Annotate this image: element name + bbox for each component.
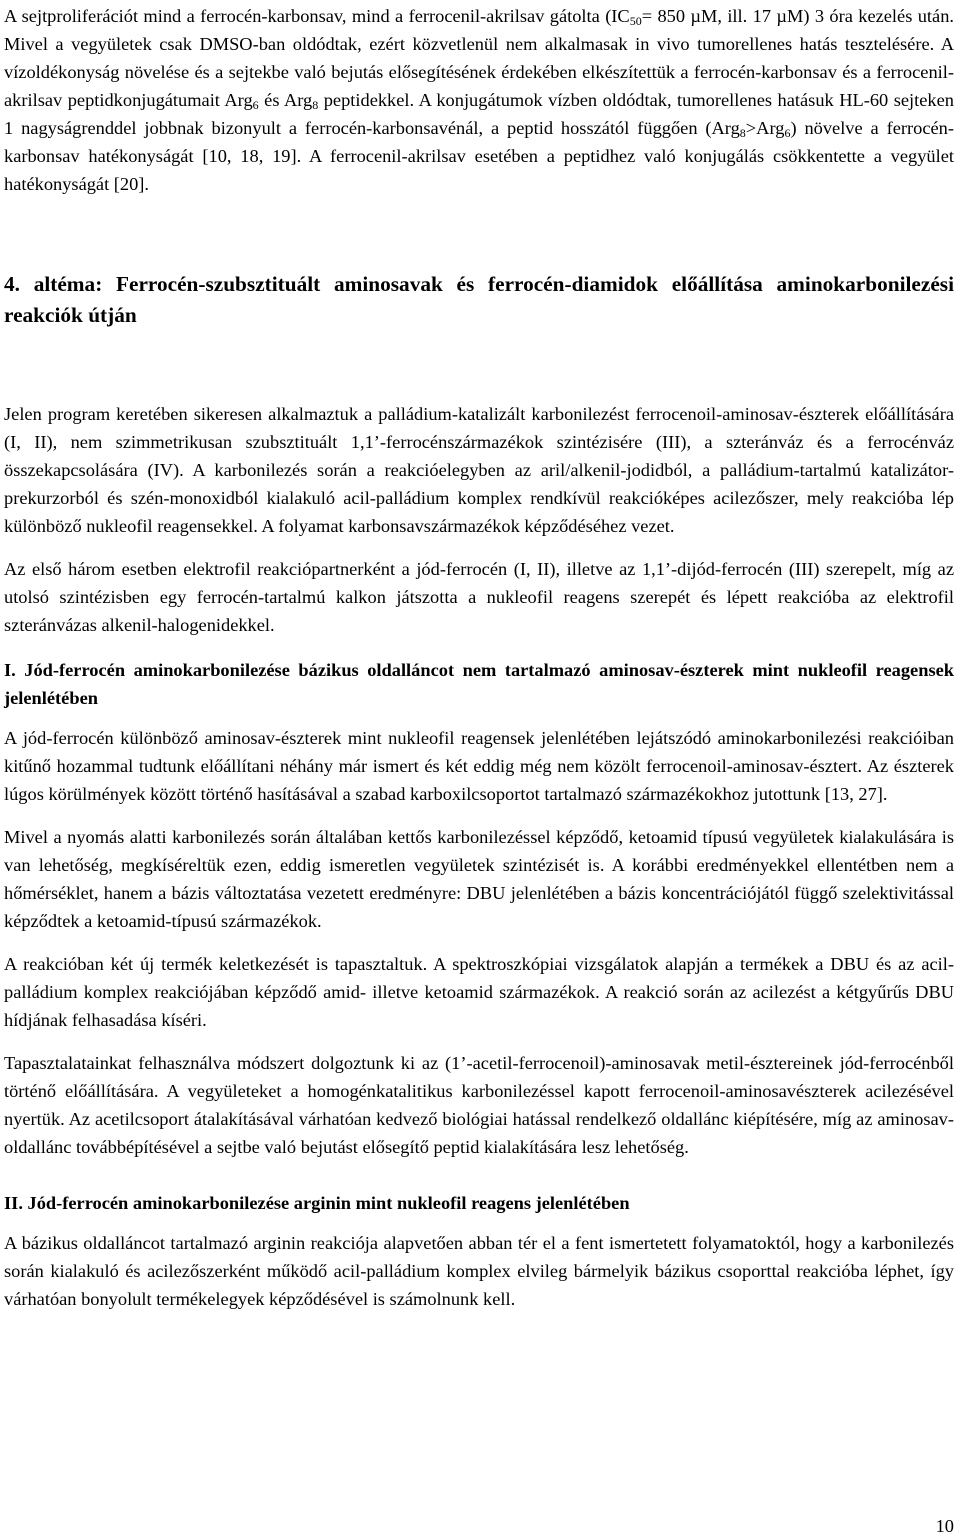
paragraph-electrophile-partners: Az első három esetben elektrofil reakciópartnerként a jód-ferrocén (I, II), illetve az 1,1’-dijód-ferrocén (III) szerepelt, míg az utolsó szintézisben egy ferrocén-tartalmú kalkon játszotta a nukleofil reagens szerepét és lépett reakcióba az elektrofil szteránvázas alkenil-halogenidekkel.	[4, 559, 954, 635]
text-run: ) növelve a ferrocén-karbonsav hatékonyságát [10, 18, 19]. A ferrocenil-akrilsav esetében a peptidhez való konjugálás csökkentette a vegyület hatékonyságát [20].	[4, 118, 954, 194]
text-run: A sejtproliferációt mind a ferrocén-karbonsav, mind a ferrocenil-akrilsav gátolta (IC	[4, 6, 630, 26]
subscript: 50	[629, 14, 642, 28]
paragraph-new-products: A reakcióban két új termék keletkezését is tapasztaltuk. A spektroszkópiai vizsgálatok alapján a termékek a DBU és az acil-palládium komplex reakciójában képződő amid- illetve ketoamid származékok. A reakció során az acilezést a kétgyűrűs DBU hídjának felhasadása kíséri.	[4, 954, 954, 1030]
subscript: 8	[739, 126, 746, 140]
text-run: >Arg	[745, 118, 785, 138]
paragraph-arginine-reaction: A bázikus oldalláncot tartalmazó arginin reakciója alapvetően abban tér el a fent ismertetett folyamatoktól, hogy a karbonilezés során kialakuló és acilezőszerként működő acil-palládium komplex elvileg bármelyik bázikus csoporttal reakcióba léphet, így várhatóan bonyolult termékelegyek képződésével is számolnunk kell.	[4, 1233, 954, 1309]
paragraph-iodoferrocene-aminocarbonylation: A jód-ferrocén különböző aminosav-észterek mint nukleofil reagensek jelenlétében lejátszódó aminokarbonilezési reakcióiban kitűnő hozammal tudtunk előállítani néhány már ismert és két eddig még nem közölt ferrocenoil-aminosav-észtert. Az észterek lúgos körülmények között történő hasításával a szabad karboxilcsoportot tartalmazó származékokhoz jutottunk [13, 27].	[4, 728, 954, 804]
subsection-heading-II: II. Jód-ferrocén aminokarbonilezése arginin mint nukleofil reagens jelenlétében	[4, 1193, 630, 1213]
paragraph-method-development: Tapasztalatainkat felhasználva módszert dolgoztunk ki az (1’-acetil-ferrocenoil)-aminosavak metil-észtereinek jód-ferrocénből történő előállítására. A vegyületeket a homogénkatalitikus karbonilezéssel kapott ferrocenoil-aminosavészterek acilezésével nyertük. Az acetilcsoport átalakításával várhatóan kedvező biológiai hatással rendelkező oldallánc kiépítésére, míg az aminosav-oldallánc továbbépítésével a sejtbe való bejutást elősegítő peptid kialakítására lesz lehetőség.	[4, 1053, 954, 1157]
text-run: = 850 µM, ill. 17 µM) 3 óra kezelés után. Mivel a vegyületek csak DMSO-ban oldódtak, ezért közvetlenül nem alkalmasak in vivo tumorellenes hatás tesztelésére. A vízoldékonyság növelése és a sejtekbe való bejutás elősegítésének érdekében elkészítettük a ferrocén-karbonsav és a ferrocenil-akrilsav peptidkonjugátumait Arg	[4, 6, 954, 110]
subscript: 6	[784, 126, 791, 140]
paragraph-program-summary: Jelen program keretében sikeresen alkalmaztuk a palládium-katalizált karbonilezést ferrocenoil-aminosav-észterek előállítására (I, II), nem szimmetrikusan szubsztituált 1,1’-ferrocénszármazékok szintézisére (III), a szteránváz és a ferrocénváz összekapcsolására (IV). A karbonilezés során a reakcióelegyben az aril/alkenil-jodidból, a palládium-tartalmú katalizátor-prekurzorból és szén-monoxidból kialakuló acil-palládium komplex rendkívül reakcióképes acilezőszer, mely reakcióba lép különböző nukleofil reagensekkel. A folyamat karbonsavszármazékok képződéséhez vezet.	[4, 404, 954, 536]
page-number: 10	[935, 1516, 954, 1536]
text-run: peptidekkel. A konjugátumok vízben oldódtak, tumorellenes hatásuk HL-60 sejteken 1 nagyságrenddel jobbnak bizonyult a ferrocén-karbonsavénál, a peptid hosszától függően (Arg	[4, 90, 954, 138]
section-heading-4: 4. altéma: Ferrocén-szubsztituált aminosavak és ferrocén-diamidok előállítása aminokarbonilezési reakciók útján	[4, 272, 954, 327]
paragraph-cytotoxicity	[4, 2, 954, 198]
subsection-heading-I: I. Jód-ferrocén aminokarbonilezése bázikus oldalláncot nem tartalmazó aminosav-észterek mint nukleofil reagensek jelenlétében	[4, 660, 954, 708]
paragraph-ketoamide-synthesis: Mivel a nyomás alatti karbonilezés során általában kettős karbonilezéssel képződő, ketoamid típusú vegyületek kialakulására is van lehetőség, megkíséreltük ezen, eddig ismeretlen vegyületek szintézisét is. A korábbi eredményekkel ellentétben nem a hőmérséklet, hanem a bázis változtatása vezetett eredményre: DBU jelenlétében a bázis koncentrációjától függő szelektivitással képződtek a ketoamid-típusú származékok.	[4, 827, 954, 931]
document-page	[4, 0, 954, 1313]
text-run: és Arg	[258, 90, 313, 110]
subscript: 8	[312, 98, 319, 112]
subscript: 6	[252, 98, 259, 112]
